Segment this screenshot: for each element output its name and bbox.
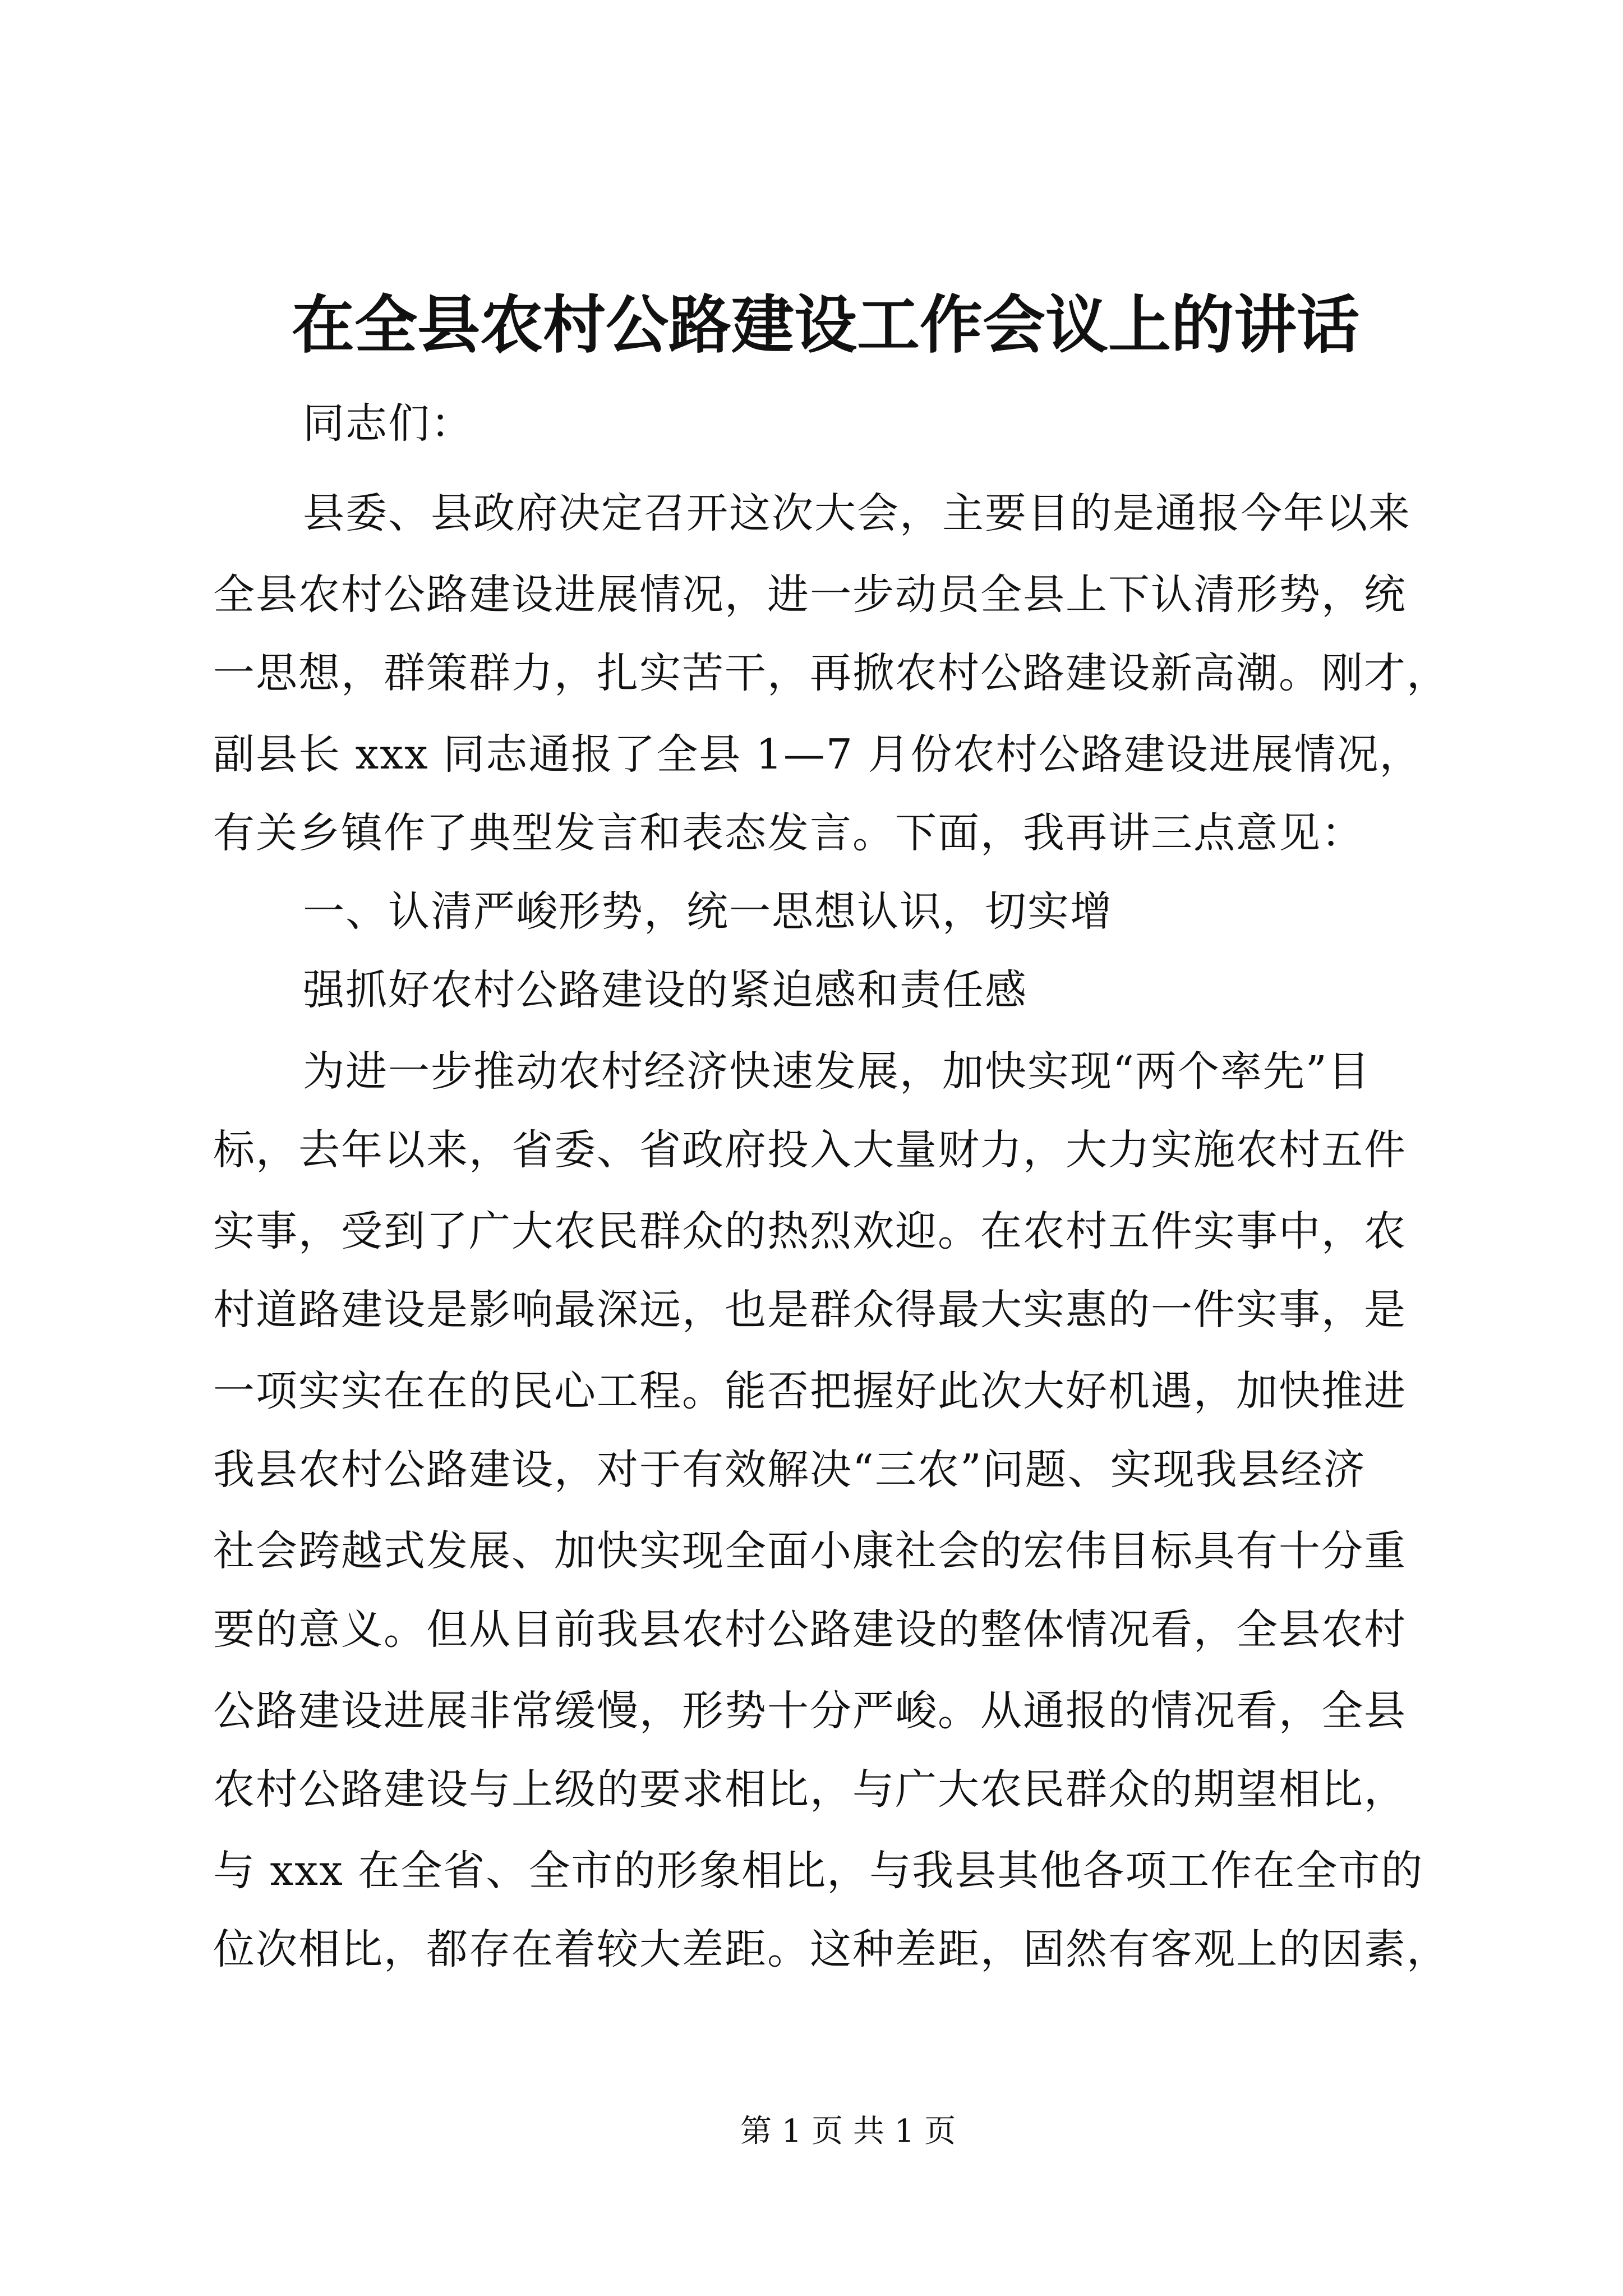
paragraph-line-9: 村道路建设是影响最深远，也是群众得最大实惠的一件实事，是 <box>213 1286 1407 1334</box>
paragraph-line-15: 农村公路建设与上级的要求相比，与广大农民群众的期望相比， <box>213 1765 1407 1814</box>
paragraph-line-16: 与 xxx 在全省、全市的形象相比，与我县其他各项工作在全市的 <box>213 1847 1424 1895</box>
paragraph-line-13: 要的意义。但从目前我县农村公路建设的整体情况看，全县农村 <box>213 1605 1407 1654</box>
paragraph-line-12: 社会跨越式发展、加快实现全面小康社会的宏伟目标具有十分重 <box>213 1527 1407 1575</box>
paragraph-line-3: 一思想，群策群力，扎实苦干，再掀农村公路建设新高潮。刚才， <box>213 649 1449 697</box>
paragraph-line-8: 实事，受到了广大农民群众的热烈欢迎。在农村五件实事中，农 <box>213 1207 1407 1255</box>
section-heading-line-2: 强抓好农村公路建设的紧迫感和责任感 <box>303 966 1027 1014</box>
paragraph-line-14: 公路建设进展非常缓慢，形势十分严峻。从通报的情况看，全县 <box>213 1687 1407 1735</box>
paragraph-line-10: 一项实实在在的民心工程。能否把握好此次大好机遇，加快推进 <box>213 1367 1407 1415</box>
paragraph-line-7: 标，去年以来，省委、省政府投入大量财力，大力实施农村五件 <box>213 1126 1407 1174</box>
paragraph-line-6: 为进一步推动农村经济快速发展，加快实现“两个率先”目 <box>303 1047 1371 1096</box>
paragraph-line-5: 有关乡镇作了典型发言和表态发言。下面，我再讲三点意见： <box>213 809 1364 857</box>
paragraph-line-4: 副县长 xxx 同志通报了全县 1—7 月份农村公路建设进展情况， <box>213 730 1422 779</box>
paragraph-line-11: 我县农村公路建设，对于有效解决“三农”问题、实现我县经济 <box>213 1446 1366 1494</box>
paragraph-line-17: 位次相比，都存在着较大差距。这种差距，固然有客观上的因素， <box>213 1925 1449 1973</box>
document-title: 在全县农村公路建设工作会议上的讲话 <box>292 288 1359 362</box>
page-footer: 第 1 页 共 1 页 <box>740 2113 956 2150</box>
paragraph-line-1: 县委、县政府决定召开这次大会，主要目的是通报今年以来 <box>303 489 1411 537</box>
section-heading-line-1: 一、认清严峻形势，统一思想认识，切实增 <box>303 887 1113 936</box>
paragraph-line-2: 全县农村公路建设进展情况，进一步动员全县上下认清形势，统 <box>213 570 1407 619</box>
salutation-line: 同志们： <box>303 399 473 448</box>
